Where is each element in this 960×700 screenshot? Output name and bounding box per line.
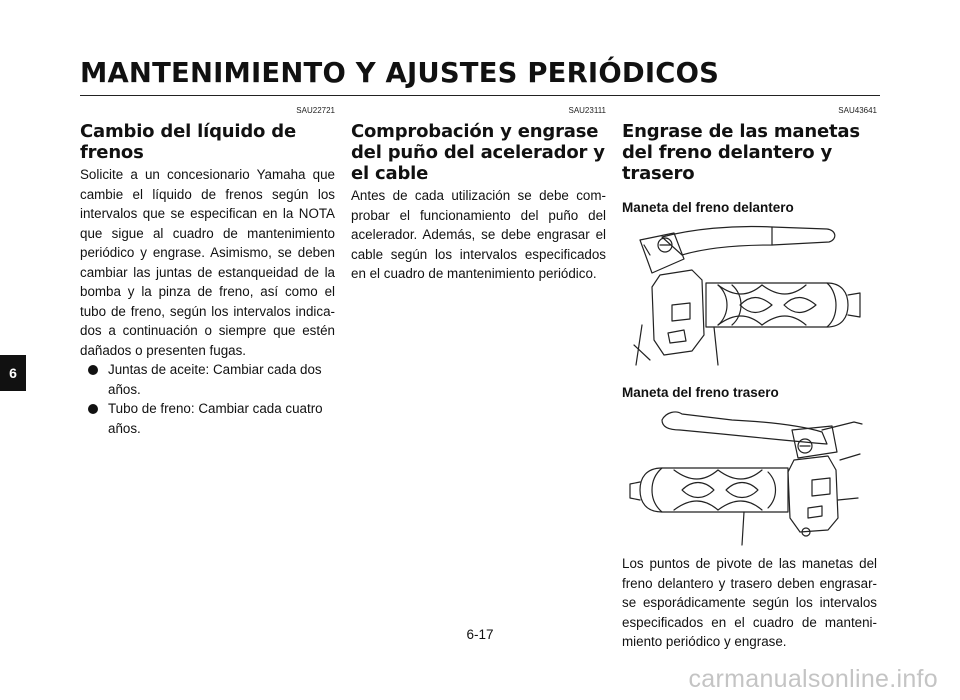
page-header-title: MANTENIMIENTO Y AJUSTES PERIÓDICOS xyxy=(80,56,720,89)
watermark: carmanualsonline.info xyxy=(688,665,938,693)
chapter-tab: 6 xyxy=(0,355,26,391)
section-body: Los puntos de pivote de las manetas del freno delantero y trasero deben engrasar-se esporádicamente según los intervalos especificados en el cuadro de manteni-miento periódico y engrase. xyxy=(622,556,877,649)
section-code: SAU22721 xyxy=(296,106,335,115)
section-title: Comprobación y engrase del puño del acelerador y el cable xyxy=(351,121,605,184)
bullet-icon xyxy=(88,365,98,375)
bullet-item: Tubo de freno: Cambiar cada cuatro años. xyxy=(80,399,335,438)
section-title: Cambio del líquido de frenos xyxy=(80,121,296,163)
subheading-front-lever: Maneta del freno delantero xyxy=(622,200,794,215)
header-rule xyxy=(80,95,880,96)
front-lever-illustration xyxy=(622,215,877,375)
column-brake-fluid xyxy=(80,106,335,438)
column-brake-levers xyxy=(622,106,877,652)
bullet-icon xyxy=(88,404,98,414)
page-number: 6-17 xyxy=(466,627,494,642)
section-code: SAU23111 xyxy=(568,106,606,115)
bullet-list xyxy=(80,360,335,438)
section-body: Antes de cada utilización se debe com-probar el funcionamiento del puño del acelerador. Además, se debe engrasar el cable según los intervalos especificados en el cuadro de mantenimiento periódico. xyxy=(351,188,606,281)
rear-lever-illustration xyxy=(622,400,877,550)
bullet-item: Juntas de aceite: Cambiar cada dos años. xyxy=(80,360,335,399)
section-code: SAU43641 xyxy=(838,106,877,115)
section-title: Engrase de las manetas del freno delantero y trasero xyxy=(622,121,860,184)
column-throttle xyxy=(351,106,606,284)
subheading-rear-lever: Maneta del freno trasero xyxy=(622,385,779,400)
section-body: Solicite a un concesionario Yamaha que cambie el líquido de frenos según los intervalos que se especifican en la NOTA que sigue al cuadro de mantenimiento periódico y engrase. Asimismo, se deben cambiar las juntas de estanqueidad de la bomba y la pinza de freno, así como el tubo de freno, según los intervalos indica-dos a continuación o siempre que estén dañados o presenten fugas. xyxy=(80,167,335,358)
